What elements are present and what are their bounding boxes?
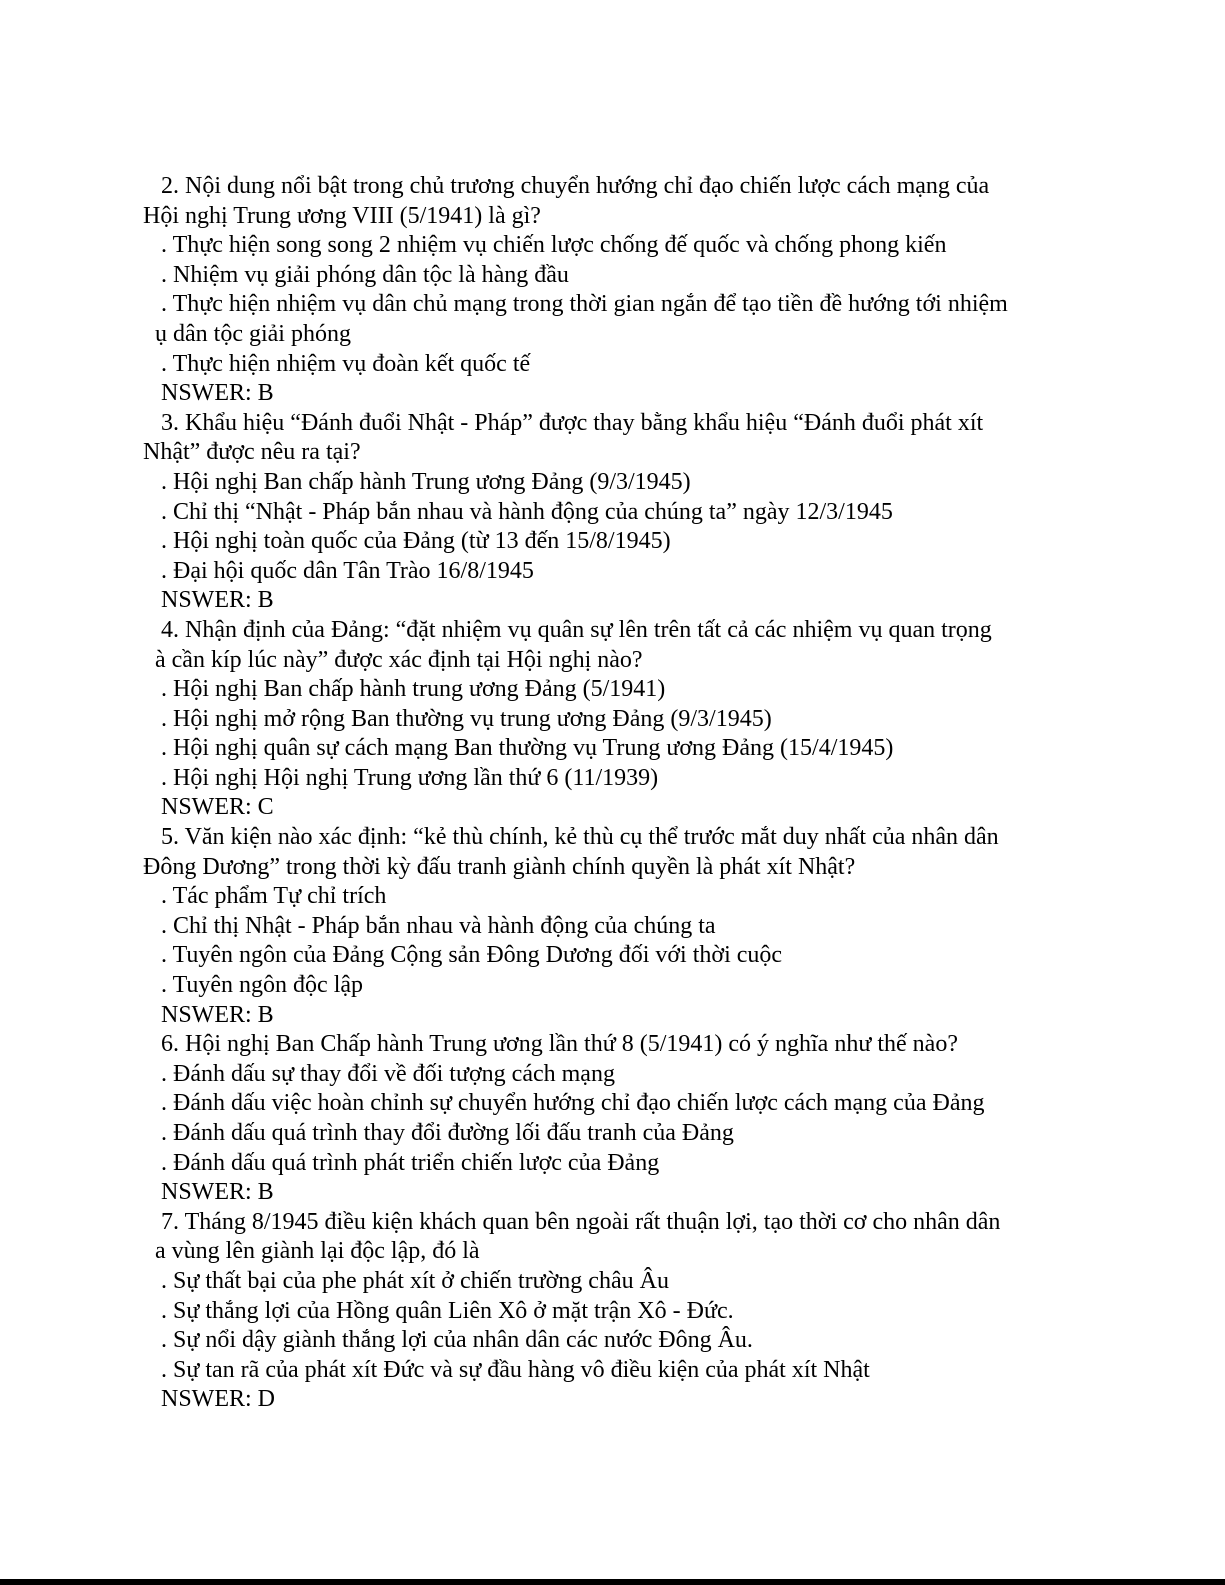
question-5-answer: NSWER: B	[143, 1001, 274, 1028]
question-2-option: . Nhiệm vụ giải phóng dân tộc là hàng đầu	[143, 261, 569, 288]
question-5-option: . Chỉ thị Nhật - Pháp bắn nhau và hành động của chúng ta	[143, 912, 716, 939]
question-4-answer: NSWER: C	[143, 794, 274, 821]
document-body	[143, 172, 1083, 1415]
question-5-option: . Tuyên ngôn độc lập	[143, 972, 364, 999]
question-7-option: . Sự tan rã của phát xít Đức và sự đầu hàng vô điều kiện của phát xít Nhật	[143, 1356, 870, 1383]
question-6-option: . Đánh dấu quá trình phát triển chiến lược của Đảng	[143, 1149, 660, 1176]
question-3-answer: NSWER: B	[143, 587, 274, 614]
question-2-option: . Thực hiện nhiệm vụ dân chủ mạng trong thời gian ngắn để tạo tiền đề hướng tới nhiệm	[143, 291, 1008, 318]
question-4-option: . Hội nghị Ban chấp hành trung ương Đảng (5/1941)	[143, 676, 666, 703]
question-2-option: . Thực hiện song song 2 nhiệm vụ chiến lược chống đế quốc và chống phong kiến	[143, 232, 947, 259]
question-4-option: . Hội nghị quân sự cách mạng Ban thường vụ Trung ương Đảng (15/4/1945)	[143, 735, 894, 762]
question-6-answer: NSWER: B	[143, 1179, 274, 1206]
question-2-answer: NSWER: B	[143, 380, 274, 407]
question-6-option: . Đánh dấu quá trình thay đổi đường lối đấu tranh của Đảng	[143, 1120, 734, 1146]
question-3-option: . Đại hội quốc dân Tân Trào 16/8/1945	[143, 557, 534, 584]
question-3-option: . Chỉ thị “Nhật - Pháp bắn nhau và hành động của chúng ta” ngày 12/3/1945	[143, 498, 893, 525]
question-5-title-line-1: 5. Văn kiện nào xác định: “kẻ thù chính, kẻ thù cụ thể trước mắt duy nhất của nhân dân	[143, 824, 999, 851]
page-bottom-border	[0, 1579, 1225, 1585]
question-3-title-line-1: 3. Khẩu hiệu “Đánh đuổi Nhật - Pháp” được thay bằng khẩu hiệu “Đánh đuổi phát xít	[143, 409, 984, 436]
question-7-option: . Sự nổi dậy giành thắng lợi của nhân dân các nước Đông Âu.	[143, 1327, 753, 1354]
question-4-title-line-1: 4. Nhận định của Đảng: “đặt nhiệm vụ quân sự lên trên tất cả các nhiệm vụ quan trọng	[143, 616, 992, 643]
question-5-option: . Tác phẩm Tự chỉ trích	[143, 883, 387, 910]
question-2-option: . Thực hiện nhiệm vụ đoàn kết quốc tế	[143, 350, 531, 377]
question-2-option-continued: ụ dân tộc giải phóng	[143, 320, 351, 347]
question-6-title: 6. Hội nghị Ban Chấp hành Trung ương lần thứ 8 (5/1941) có ý nghĩa như thế nào?	[143, 1031, 958, 1058]
question-6-option: . Đánh dấu việc hoàn chỉnh sự chuyển hướng chỉ đạo chiến lược cách mạng của Đảng	[143, 1090, 985, 1117]
question-2-title-line-1: 2. Nội dung nổi bật trong chủ trương chuyển hướng chỉ đạo chiến lược cách mạng của	[143, 173, 990, 199]
question-5-title-line-2: Đông Dương” trong thời kỳ đấu tranh giành chính quyền là phát xít Nhật?	[143, 853, 856, 880]
question-7-title-line-1: 7. Tháng 8/1945 điều kiện khách quan bên ngoài rất thuận lợi, tạo thời cơ cho nhân dân	[143, 1208, 1001, 1235]
question-3-option: . Hội nghị toàn quốc của Đảng (từ 13 đến 15/8/1945)	[143, 528, 671, 555]
question-7-answer: NSWER: D	[143, 1386, 275, 1413]
question-2-title-line-2: Hội nghị Trung ương VIII (5/1941) là gì?	[143, 202, 541, 229]
question-4-title-line-2: à cần kíp lúc này” được xác định tại Hội nghị nào?	[143, 646, 643, 673]
question-3-title-line-2: Nhật” được nêu ra tại?	[143, 439, 361, 466]
question-6-option: . Đánh dấu sự thay đổi về đối tượng cách mạng	[143, 1060, 615, 1087]
question-7-option: . Sự thất bại của phe phát xít ở chiến trường châu Âu	[143, 1267, 669, 1294]
question-7-title-line-2: a vùng lên giành lại độc lập, đó là	[143, 1238, 480, 1265]
question-3-option: . Hội nghị Ban chấp hành Trung ương Đảng (9/3/1945)	[143, 468, 691, 495]
question-5-option: . Tuyên ngôn của Đảng Cộng sản Đông Dương đối với thời cuộc	[143, 942, 783, 969]
question-7-option: . Sự thắng lợi của Hồng quân Liên Xô ở mặt trận Xô - Đức.	[143, 1297, 734, 1324]
question-4-option: . Hội nghị mở rộng Ban thường vụ trung ương Đảng (9/3/1945)	[143, 705, 772, 732]
question-4-option: . Hội nghị Hội nghị Trung ương lần thứ 6 (11/1939)	[143, 764, 659, 791]
